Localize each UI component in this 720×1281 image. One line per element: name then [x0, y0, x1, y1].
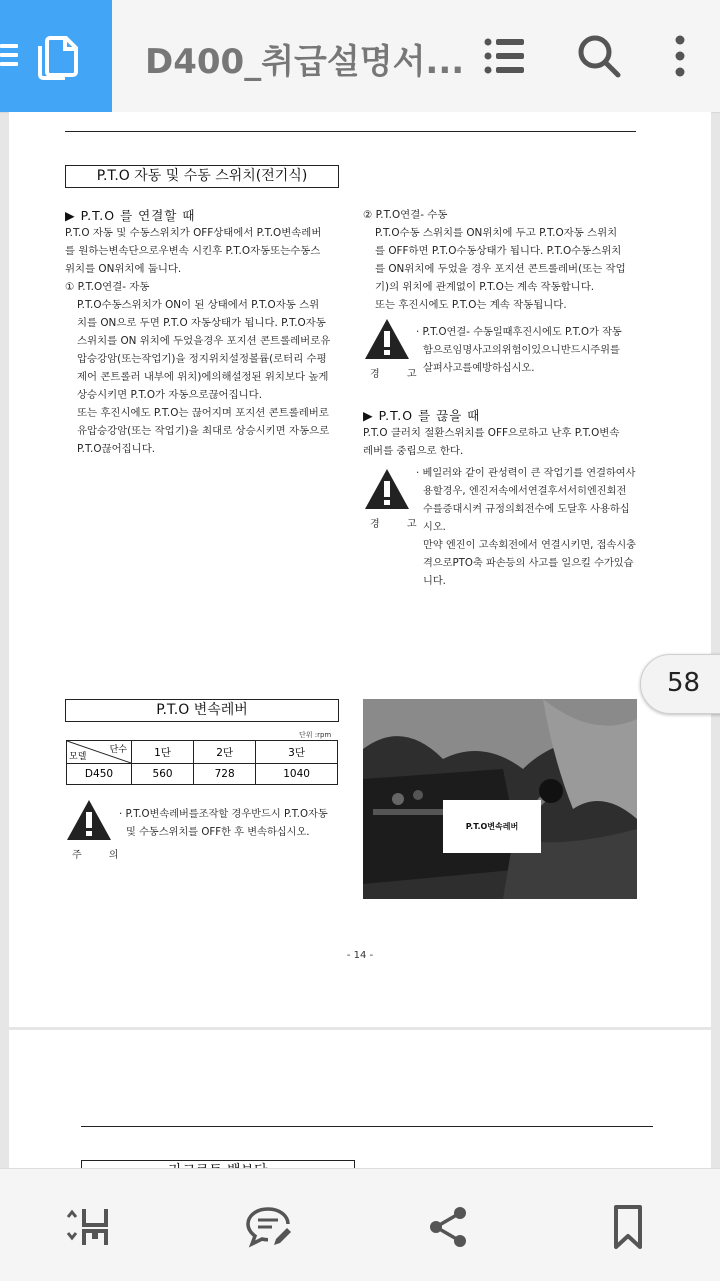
- text-line: 또는 후진시에도 P.T.O는 끊어지며 포지션 콘트롤레버로: [77, 407, 329, 419]
- text-line: 용할경우, 엔진저속에서연결후서서히엔진회전: [423, 486, 627, 497]
- section-title-pto-switch: P.T.O 자동 및 수동 스위치(전기식): [65, 165, 339, 188]
- warning-text: [416, 324, 646, 378]
- page-header-rule: [65, 131, 636, 132]
- page-number-badge[interactable]: [640, 654, 720, 714]
- text-line: 를 ON위치에 두었을 경우 포지션 콘트롤레버(또는 작업: [375, 263, 626, 275]
- table-header-row: [67, 741, 338, 764]
- connect-heading: ▶ P.T.O 를 연결할 때: [65, 208, 196, 223]
- table-corner-cell: [67, 741, 132, 764]
- text-line: 위치를 ON위치에 둡니다.: [65, 263, 182, 275]
- cut-paragraph: [363, 424, 653, 460]
- text-line: 스위치를 ON 위치에 두었을경우 포지션 콘트롤레버로유: [77, 335, 331, 347]
- table-cell: 1040: [256, 764, 338, 785]
- table-cell-model: D450: [67, 764, 132, 785]
- text-line: 상승시키면 P.T.O가 자동으로끊어집니다.: [77, 389, 263, 401]
- text-line: 를 원하는변속단으로우변속 시킨후 P.T.O자동또는수동스: [65, 245, 321, 257]
- top-toolbar: [0, 0, 720, 113]
- text-line: 격으로PTO축 파손등의 사고를 일으킬 수가있습: [423, 558, 634, 569]
- hamburger-icon: [0, 44, 18, 68]
- table-cell: 560: [132, 764, 194, 785]
- text-line: P.T.O 자동 및 수동스위치가 OFF상태에서 P.T.O변속레버: [65, 227, 322, 239]
- page-header-rule: [81, 1126, 653, 1127]
- page-footer-number: - 14 -: [346, 950, 374, 961]
- text-line: 니다.: [423, 576, 446, 587]
- pto-lever-photo: [363, 699, 637, 899]
- table-row: [67, 764, 338, 785]
- caution-triangle-icon: [65, 798, 113, 842]
- next-document-page: [9, 1030, 711, 1190]
- table-header-cell: 2단: [194, 741, 256, 764]
- text-line: 및 수동스위치를 OFF한 후 변속하십시오.: [126, 827, 310, 838]
- warning-text: [416, 465, 646, 591]
- text-line: 를 OFF하면 P.T.O수동상태가 됩니다. P.T.O수동스위치: [375, 245, 622, 257]
- caution-text: [119, 806, 349, 842]
- cut-heading: ▶ P.T.O 를 끊을 때: [363, 408, 481, 423]
- page-number: 58: [667, 668, 701, 698]
- section-title-pto-lever: P.T.O 변속레버: [65, 699, 339, 722]
- connect-paragraph: [65, 224, 355, 458]
- text-line: 제어 콘트롤러 내부에 위치)에의해설정된 위치보다 높게: [77, 371, 329, 383]
- unit-note: 단위 :rpm: [299, 731, 332, 739]
- warning-triangle-icon: [363, 467, 411, 511]
- document-title: D400_취급설명서...: [145, 42, 465, 82]
- text-line: 유압승강암(또는 작업기)을 최대로 상승시키면 자동으로: [77, 425, 330, 437]
- text-line: P.T.O수동 스위치를 ON위치에 두고 P.T.O자동 스위치: [375, 227, 618, 239]
- photo-callout-label: P.T.O변속레버: [443, 800, 541, 853]
- text-line: 레버를 중립으로 한다.: [363, 445, 464, 457]
- document-copy-icon: [36, 34, 78, 80]
- auto-heading: ① P.T.O연결- 자동: [65, 281, 150, 293]
- bottom-toolbar: [0, 1168, 720, 1281]
- text-line: P.T.O 클러치 절환스위치를 OFF으로하고 난후 P.T.O변속: [363, 427, 620, 439]
- table-header-cell: 1단: [132, 741, 194, 764]
- bookmark-icon[interactable]: [604, 1203, 652, 1251]
- comment-edit-icon[interactable]: [244, 1203, 292, 1251]
- text-line: · P.T.O연결- 수동일때후진시에도 P.T.O가 작동: [416, 327, 622, 338]
- text-line: 치를 ON으로 두면 P.T.O 자동상태가 됩니다. P.T.O자동: [77, 317, 326, 329]
- table-cell: 728: [194, 764, 256, 785]
- pto-speed-table: [66, 740, 338, 785]
- page-layout-icon[interactable]: [64, 1203, 112, 1251]
- text-line: 시오.: [423, 522, 446, 533]
- warning-label: 경 고: [370, 369, 429, 380]
- manual-paragraph: [363, 206, 653, 314]
- list-icon[interactable]: [482, 34, 526, 78]
- warning-triangle-icon: [363, 317, 411, 361]
- manual-heading: ② P.T.O연결- 수동: [363, 209, 448, 221]
- text-line: 수를증대시켜 규정의회전수에 도달후 사용하십: [423, 504, 630, 515]
- warning-label: 경 고: [370, 519, 429, 530]
- text-line: 함으로임명사고의위험이있으니반드시주위를: [423, 345, 620, 356]
- text-line: 또는 후진시에도 P.T.O는 계속 작동됩니다.: [375, 299, 567, 311]
- share-icon[interactable]: [424, 1203, 472, 1251]
- caution-label: 주 의: [72, 850, 131, 861]
- text-line: P.T.O끊어집니다.: [77, 443, 156, 455]
- text-line: 만약 엔진이 고속회전에서 연결시키면, 접속시충: [423, 540, 637, 551]
- text-line: · P.T.O변속레버를조작할 경우반드시 P.T.O자동: [119, 809, 328, 820]
- table-header-cell: 3단: [256, 741, 338, 764]
- more-vert-icon[interactable]: [658, 34, 702, 78]
- corner-top-label: 단수: [109, 745, 127, 755]
- text-line: 압승강암(또는작업기)을 정지위치설정볼륨(로터리 수평: [77, 353, 327, 365]
- text-line: 기)의 위치에 관계없이 P.T.O는 계속 작동합니다.: [375, 281, 595, 293]
- text-line: P.T.O수동스위치가 ON이 된 상태에서 P.T.O자동 스위: [77, 299, 320, 311]
- drawer-toggle-button[interactable]: [0, 0, 112, 112]
- text-line: · 베일러와 같이 관성력이 큰 작업기를 연결하여사: [416, 468, 636, 479]
- photo-illustration: [363, 699, 637, 899]
- search-icon[interactable]: [577, 34, 621, 78]
- corner-bottom-label: 모델: [69, 752, 87, 762]
- text-line: 살펴사고를예방하십시오.: [423, 363, 535, 374]
